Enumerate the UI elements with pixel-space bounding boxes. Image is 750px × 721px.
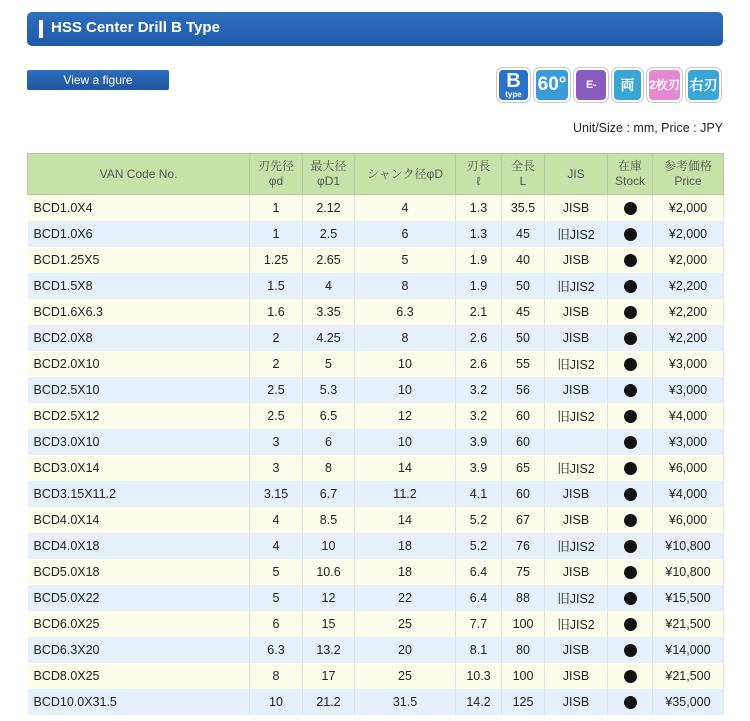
header-label: VAN Code No. [99, 166, 178, 181]
col-max-diameter-cell: 4 [303, 273, 355, 299]
col-jis-cell: JISB [545, 507, 608, 533]
product-spec-table [27, 153, 724, 715]
col-shank-diameter-cell: 5 [355, 247, 456, 273]
col-shank-diameter-cell: 20 [355, 637, 456, 663]
unit-note: Unit/Size : mm, Price : JPY [572, 121, 723, 135]
header-label: Price [674, 174, 702, 188]
col-overall-length-cell: 125 [502, 689, 545, 715]
col-price-cell: ¥2,200 [653, 273, 724, 299]
header-label: 最大径 [310, 159, 347, 173]
col-max-diameter-cell: 15 [303, 611, 355, 637]
col-shank-diameter-cell: 25 [355, 611, 456, 637]
col-max-diameter-header [303, 154, 355, 195]
col-stock-cell [608, 195, 653, 222]
header-label: ℓ [476, 174, 481, 188]
page-title: HSS Center Drill B Type [51, 19, 220, 36]
col-overall-length-cell: 50 [502, 325, 545, 351]
col-overall-length-cell: 80 [502, 637, 545, 663]
in-stock-dot-icon [624, 254, 637, 267]
col-tip-diameter-cell: 1.25 [250, 247, 303, 273]
col-tip-diameter-cell: 1.6 [250, 299, 303, 325]
col-stock-cell [608, 247, 653, 273]
col-overall-length-cell: 75 [502, 559, 545, 585]
col-stock-cell [608, 377, 653, 403]
table-row [28, 689, 724, 715]
col-tip-diameter-header [250, 154, 303, 195]
col-jis-cell: JISB [545, 247, 608, 273]
table-row [28, 611, 724, 637]
col-jis-cell: 旧JIS2 [545, 273, 608, 299]
col-shank-diameter-cell: 6 [355, 221, 456, 247]
col-price-cell: ¥6,000 [653, 507, 724, 533]
col-flute-length-cell: 3.2 [456, 403, 502, 429]
col-stock-cell [608, 663, 653, 689]
col-price-cell: ¥3,000 [653, 351, 724, 377]
col-flute-length-cell: 2.6 [456, 325, 502, 351]
col-price-cell: ¥14,000 [653, 637, 724, 663]
col-van-code-cell: BCD2.0X8 [28, 325, 250, 351]
col-flute-length-cell: 7.7 [456, 611, 502, 637]
col-tip-diameter-cell: 2 [250, 351, 303, 377]
col-tip-diameter-cell: 2 [250, 325, 303, 351]
col-max-diameter-cell: 10.6 [303, 559, 355, 585]
col-stock-cell [608, 507, 653, 533]
col-overall-length-cell: 56 [502, 377, 545, 403]
table-row [28, 663, 724, 689]
in-stock-dot-icon [624, 202, 637, 215]
col-price-cell: ¥4,000 [653, 403, 724, 429]
col-flute-length-cell: 1.3 [456, 195, 502, 222]
table-row [28, 325, 724, 351]
col-flute-length-cell: 14.2 [456, 689, 502, 715]
header-label: 全長 [510, 159, 535, 173]
header-label: シャンク径φD [367, 166, 443, 181]
col-overall-length-cell: 40 [502, 247, 545, 273]
col-max-diameter-cell: 5 [303, 351, 355, 377]
col-tip-diameter-cell: 5 [250, 559, 303, 585]
col-shank-diameter-cell: 31.5 [355, 689, 456, 715]
col-max-diameter-cell: 5.3 [303, 377, 355, 403]
col-tip-diameter-cell: 1.5 [250, 273, 303, 299]
col-stock-cell [608, 455, 653, 481]
col-stock-cell [608, 299, 653, 325]
col-max-diameter-cell: 17 [303, 663, 355, 689]
col-tip-diameter-cell: 6.3 [250, 637, 303, 663]
col-price-cell: ¥2,000 [653, 195, 724, 222]
col-van-code-cell: BCD8.0X25 [28, 663, 250, 689]
col-van-code-cell: BCD6.0X25 [28, 611, 250, 637]
table-header-row [28, 154, 724, 195]
col-stock-cell [608, 273, 653, 299]
col-shank-diameter-cell: 25 [355, 663, 456, 689]
col-overall-length-cell: 65 [502, 455, 545, 481]
col-jis-cell: JISB [545, 559, 608, 585]
col-shank-diameter-cell: 18 [355, 559, 456, 585]
col-max-diameter-cell: 4.25 [303, 325, 355, 351]
view-figure-button[interactable]: View a figure [27, 70, 169, 90]
in-stock-dot-icon [624, 306, 637, 319]
col-tip-diameter-cell: 2.5 [250, 377, 303, 403]
col-overall-length-cell: 50 [502, 273, 545, 299]
col-overall-length-cell: 55 [502, 351, 545, 377]
col-van-code-header [28, 154, 250, 195]
col-shank-diameter-cell: 14 [355, 507, 456, 533]
col-jis-cell: 旧JIS2 [545, 533, 608, 559]
col-price-cell: ¥21,500 [653, 611, 724, 637]
col-max-diameter-cell: 2.5 [303, 221, 355, 247]
col-flute-length-cell: 5.2 [456, 533, 502, 559]
col-price-cell: ¥35,000 [653, 689, 724, 715]
col-jis-cell: JISB [545, 377, 608, 403]
col-price-cell: ¥3,000 [653, 429, 724, 455]
col-max-diameter-cell: 10 [303, 533, 355, 559]
in-stock-dot-icon [624, 384, 637, 397]
col-jis-cell: JISB [545, 299, 608, 325]
in-stock-dot-icon [624, 332, 637, 345]
table-row [28, 507, 724, 533]
col-price-cell: ¥2,200 [653, 299, 724, 325]
table-row [28, 455, 724, 481]
col-price-cell: ¥2,000 [653, 247, 724, 273]
table-row [28, 429, 724, 455]
col-overall-length-cell: 76 [502, 533, 545, 559]
col-van-code-cell: BCD1.0X4 [28, 195, 250, 222]
in-stock-dot-icon [624, 670, 637, 683]
col-flute-length-cell: 2.6 [456, 351, 502, 377]
col-tip-diameter-cell: 3 [250, 429, 303, 455]
b-type-badge-icon [497, 68, 530, 102]
col-stock-cell [608, 325, 653, 351]
col-max-diameter-cell: 21.2 [303, 689, 355, 715]
table-row [28, 403, 724, 429]
col-price-cell: ¥3,000 [653, 377, 724, 403]
col-jis-header [545, 154, 608, 195]
in-stock-dot-icon [624, 540, 637, 553]
table-row [28, 247, 724, 273]
col-jis-cell: 旧JIS2 [545, 585, 608, 611]
header-accent-stripe [39, 20, 43, 38]
col-flute-length-cell: 6.4 [456, 559, 502, 585]
col-overall-length-cell: 100 [502, 663, 545, 689]
col-van-code-cell: BCD2.5X12 [28, 403, 250, 429]
header-label: Stock [614, 174, 645, 188]
header-label: 刃長 [466, 159, 491, 173]
col-van-code-cell: BCD1.0X6 [28, 221, 250, 247]
b-type-badge-letter: B [506, 70, 521, 92]
col-price-cell: ¥6,000 [653, 455, 724, 481]
in-stock-dot-icon [624, 228, 637, 241]
col-tip-diameter-cell: 5 [250, 585, 303, 611]
col-max-diameter-cell: 6.5 [303, 403, 355, 429]
in-stock-dot-icon [624, 436, 637, 449]
col-max-diameter-cell: 12 [303, 585, 355, 611]
col-price-cell: ¥2,000 [653, 221, 724, 247]
table-row [28, 273, 724, 299]
header-label: φD1 [316, 174, 341, 188]
col-overall-length-cell: 35.5 [502, 195, 545, 222]
col-flute-length-cell: 2.1 [456, 299, 502, 325]
col-jis-cell: 旧JIS2 [545, 351, 608, 377]
in-stock-dot-icon [624, 514, 637, 527]
in-stock-dot-icon [624, 358, 637, 371]
col-shank-diameter-cell: 8 [355, 273, 456, 299]
col-max-diameter-cell: 6.7 [303, 481, 355, 507]
table-row [28, 351, 724, 377]
col-tip-diameter-cell: 3.15 [250, 481, 303, 507]
col-shank-diameter-header [355, 154, 456, 195]
col-flute-length-cell: 1.3 [456, 221, 502, 247]
col-overall-length-cell: 45 [502, 299, 545, 325]
col-price-cell: ¥10,800 [653, 559, 724, 585]
col-van-code-cell: BCD5.0X22 [28, 585, 250, 611]
material-badge-icon: E-HSS [574, 68, 608, 102]
col-flute-length-cell: 4.1 [456, 481, 502, 507]
col-van-code-cell: BCD6.3X20 [28, 637, 250, 663]
col-shank-diameter-cell: 10 [355, 377, 456, 403]
col-max-diameter-cell: 8.5 [303, 507, 355, 533]
col-jis-cell: JISB [545, 481, 608, 507]
table-row [28, 377, 724, 403]
col-van-code-cell: BCD3.0X10 [28, 429, 250, 455]
header-label: L [519, 174, 527, 188]
angle-badge-icon: 60° [534, 68, 570, 102]
col-flute-length-cell: 3.9 [456, 455, 502, 481]
col-van-code-cell: BCD10.0X31.5 [28, 689, 250, 715]
col-shank-diameter-cell: 10 [355, 351, 456, 377]
col-stock-cell [608, 559, 653, 585]
col-overall-length-cell: 60 [502, 429, 545, 455]
col-overall-length-cell: 60 [502, 481, 545, 507]
col-flute-length-cell: 5.2 [456, 507, 502, 533]
header-label: 刃先径 [257, 159, 294, 173]
in-stock-dot-icon [624, 280, 637, 293]
col-flute-length-cell: 3.2 [456, 377, 502, 403]
col-tip-diameter-cell: 1 [250, 195, 303, 222]
col-shank-diameter-cell: 12 [355, 403, 456, 429]
col-tip-diameter-cell: 10 [250, 689, 303, 715]
col-max-diameter-cell: 2.12 [303, 195, 355, 222]
col-jis-cell: 旧JIS2 [545, 611, 608, 637]
col-price-cell: ¥21,500 [653, 663, 724, 689]
col-shank-diameter-cell: 8 [355, 325, 456, 351]
in-stock-dot-icon [624, 488, 637, 501]
col-max-diameter-cell: 8 [303, 455, 355, 481]
col-jis-cell: JISB [545, 325, 608, 351]
col-tip-diameter-cell: 8 [250, 663, 303, 689]
col-van-code-cell: BCD1.5X8 [28, 273, 250, 299]
col-flute-length-cell: 10.3 [456, 663, 502, 689]
col-jis-cell: JISB [545, 195, 608, 222]
table-body [28, 195, 724, 716]
col-tip-diameter-cell: 3 [250, 455, 303, 481]
table-row [28, 585, 724, 611]
col-price-cell: ¥2,200 [653, 325, 724, 351]
col-shank-diameter-cell: 6.3 [355, 299, 456, 325]
col-shank-diameter-cell: 18 [355, 533, 456, 559]
col-overall-length-cell: 67 [502, 507, 545, 533]
col-shank-diameter-cell: 10 [355, 429, 456, 455]
col-tip-diameter-cell: 4 [250, 507, 303, 533]
table-row [28, 299, 724, 325]
col-flute-length-cell: 1.9 [456, 247, 502, 273]
col-van-code-cell: BCD3.0X14 [28, 455, 250, 481]
col-overall-length-cell: 88 [502, 585, 545, 611]
header-label: φd [268, 174, 284, 188]
col-flute-length-cell: 6.4 [456, 585, 502, 611]
header-label: JIS [567, 166, 585, 181]
col-van-code-cell: BCD4.0X18 [28, 533, 250, 559]
col-jis-cell: JISB [545, 663, 608, 689]
col-shank-diameter-cell: 14 [355, 455, 456, 481]
table-row [28, 533, 724, 559]
col-flute-length-cell: 8.1 [456, 637, 502, 663]
col-jis-cell: 旧JIS2 [545, 455, 608, 481]
col-price-cell: ¥15,500 [653, 585, 724, 611]
col-price-header [653, 154, 724, 195]
col-tip-diameter-cell: 4 [250, 533, 303, 559]
col-jis-cell: 旧JIS2 [545, 221, 608, 247]
in-stock-dot-icon [624, 462, 637, 475]
b-type-badge-sub: type [505, 90, 522, 99]
col-van-code-cell: BCD4.0X14 [28, 507, 250, 533]
col-jis-cell [545, 429, 608, 455]
header-label: 参考価格 [663, 159, 712, 173]
col-jis-cell: JISB [545, 637, 608, 663]
in-stock-dot-icon [624, 410, 637, 423]
col-flute-length-cell: 3.9 [456, 429, 502, 455]
col-stock-cell [608, 533, 653, 559]
double-edge-badge-icon: 両刃 [612, 68, 643, 102]
col-van-code-cell: BCD5.0X18 [28, 559, 250, 585]
col-overall-length-cell: 60 [502, 403, 545, 429]
table-row [28, 637, 724, 663]
col-stock-cell [608, 689, 653, 715]
table-row [28, 481, 724, 507]
col-max-diameter-cell: 3.35 [303, 299, 355, 325]
col-van-code-cell: BCD3.15X11.2 [28, 481, 250, 507]
col-max-diameter-cell: 13.2 [303, 637, 355, 663]
col-van-code-cell: BCD2.5X10 [28, 377, 250, 403]
col-flute-length-cell: 1.9 [456, 273, 502, 299]
col-shank-diameter-cell: 4 [355, 195, 456, 222]
col-max-diameter-cell: 2.65 [303, 247, 355, 273]
col-tip-diameter-cell: 2.5 [250, 403, 303, 429]
col-stock-header [608, 154, 653, 195]
col-stock-cell [608, 481, 653, 507]
col-shank-diameter-cell: 22 [355, 585, 456, 611]
in-stock-dot-icon [624, 618, 637, 631]
table-row [28, 195, 724, 222]
col-van-code-cell: BCD1.6X6.3 [28, 299, 250, 325]
col-price-cell: ¥10,800 [653, 533, 724, 559]
col-shank-diameter-cell: 11.2 [355, 481, 456, 507]
in-stock-dot-icon [624, 592, 637, 605]
col-flute-length-header [456, 154, 502, 195]
col-overall-length-header [502, 154, 545, 195]
section-header [27, 12, 723, 46]
in-stock-dot-icon [624, 696, 637, 709]
in-stock-dot-icon [624, 566, 637, 579]
col-max-diameter-cell: 6 [303, 429, 355, 455]
header-label: 在庫 [617, 159, 642, 173]
col-stock-cell [608, 637, 653, 663]
col-stock-cell [608, 403, 653, 429]
col-overall-length-cell: 45 [502, 221, 545, 247]
two-flute-badge-icon: 2枚刃 [647, 68, 682, 102]
table-row [28, 559, 724, 585]
col-stock-cell [608, 585, 653, 611]
col-tip-diameter-cell: 6 [250, 611, 303, 637]
col-tip-diameter-cell: 1 [250, 221, 303, 247]
col-price-cell: ¥4,000 [653, 481, 724, 507]
col-van-code-cell: BCD2.0X10 [28, 351, 250, 377]
col-van-code-cell: BCD1.25X5 [28, 247, 250, 273]
col-stock-cell [608, 351, 653, 377]
col-stock-cell [608, 611, 653, 637]
table-row [28, 221, 724, 247]
in-stock-dot-icon [624, 644, 637, 657]
col-stock-cell [608, 429, 653, 455]
col-jis-cell: 旧JIS2 [545, 403, 608, 429]
col-jis-cell: JISB [545, 689, 608, 715]
right-hand-badge-icon: 右刃 [686, 68, 721, 102]
col-stock-cell [608, 221, 653, 247]
col-overall-length-cell: 100 [502, 611, 545, 637]
